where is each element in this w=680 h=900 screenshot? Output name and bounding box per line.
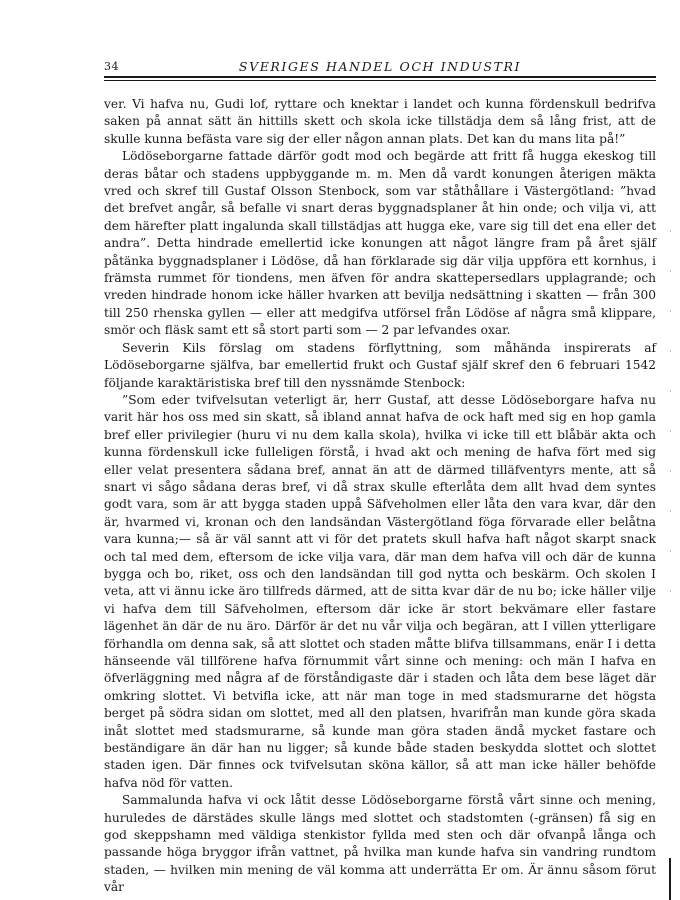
running-header xyxy=(104,58,656,78)
quoted-letter-paragraph: ”Som eder tvifvelsutan veterligt är, herr Gustaf, att desse Lödöseborgare hafva nu varit här hos oss med sin skatt, så ibland annat hafva de ock haft med sig en hop gamla bref eller privilegier (huru vi nu dem kalla skola), hvilka vi icke till ett blåbär akta och kunna fördenskull icke fulleligen förstå, i hvad akt och mening de hafva fört med sig eller velat presentera sådana bref, annat än att de därmed tilläfventyrs mente, att så snart vi sågo sådana deras bref, vi då strax skulle efterlåta dem allt hvad dem syntes godt vara, som är att bygga staden uppå Säfveholmen eller låta den vara kvar, där den är, hvarmed vi, kronan och den landsändan Västergötland föga förvarade eller belåtna vara kunna;— så är väl sannt att vi för det pratets skull hafva haft något skarpt snack och tal med dem, eftersom de icke vilja vara, där man dem hafva vill och där de kunna bygga och bo, riket, oss och den landsändan till god nytta och beskärm. Och skolen I veta, att vi ännu icke äro tillfreds därmed, att de sitta kvar där de nu bo; icke häller vilje vi hafva dem till Säfveholmen, eftersom där icke är stort bekvämare eller fastare lägenhet än där de nu äro. Därför är det nu vår vilja och begäran, att I villen ytterligare förhandla om denna sak, så att slottet och staden måtte blifva tillsammans, enär I i detta hänseende väl tillförene hafva förnummit vårt sinne och mening: och män I hafva en öfverläggning med några af de förståndigaste där i staden och låta dem bese läget där omkring slottet. Vi betvifla icke, att när man toge in med stadsmurarne det högsta berget på södra sidan om slottet, med all den platsen, hvarifrån man kunde göra skada inåt slottet med stadsmurarne, så kunde man göra staden ändå mycket fastare och beständigare än där han nu ligger; så kunde både staden beskydda slottet och slottet staden igen. Där finnes ock tvifvelsutan sköna källor, så att man icke häller behöfde hafva nöd för vatten. xyxy=(104,392,656,790)
scan-edge-rule xyxy=(669,858,671,900)
paragraph-continued: ver. Vi hafva nu, Gudi lof, ryttare och knektar i landet och kunna fördenskull bedrifva saken på annat sätt än hittills skett och skola icke tillstädja dem så lång frist, att de skulle kunna befästa vare sig der eller någon annan plats. Det kan du mans lita på!” xyxy=(104,97,656,146)
body-text xyxy=(104,96,656,897)
page xyxy=(104,58,656,897)
page-number: 34 xyxy=(104,60,119,73)
running-title: SVERIGES HANDEL OCH INDUSTRI xyxy=(238,59,522,74)
paragraph: Sammalunda hafva vi ock låtit desse Lödöseborgarne förstå vårt sinne och mening, huruledes de därstädes skulle längs med slottet och stadstomten (-gränsen) få sig en god skeppshamn med väldiga stenkistor fyllda med sten och där ofvanpå långa och passande höga bryggor ifrån vattnet, på hvilka man kunde hafva sin vandring rundtom staden, — hvilken min mening de väl komma att underrätta Er om. Är ännu såsom förut vår xyxy=(104,793,656,895)
scan-edge-marks xyxy=(670,230,671,610)
paragraph: Lödöseborgarne fattade därför godt mod och begärde att fritt få hugga ekeskog till deras båtar och stadens uppbyggande m. m. Men då vardt konungen återigen mäkta vred och skref till Gustaf Olsson Stenbock, som var ståthållare i Västergötland: ”hvad det brefvet angår, så befalle vi snart deras byggnadsplaner åt hin onde; och vilja vi, att dem härefter platt ingalunda skall tillstädjas att hugga eke, vare sig till det ena eller det andra”. Detta hindrade emellertid icke konungen att något längre fram på året själf påtänka byggnadsplaner i Lödöse, då han förklarade sig där vilja uppföra ett kornhus, i främsta rummet för tiondens, men äfven för andra skattepersedlars upplagrande; och vreden hindrade honom icke häller hvarken att bevilja nedsättning i skatten — från 300 till 250 rhenska gyllen — eller att medgifva utförsel från Lödöse af några små klippare, smör och fläsk samt ett så stort parti som — 2 par lefvandes oxar. xyxy=(104,149,656,338)
paragraph: Severin Kils förslag om stadens förflyttning, som måhända inspirerats af Lödöseborgarne själfva, bar emellertid frukt och Gustaf själf skref den 6 februari 1542 följande karaktäristiska bref till den nyssnämde Stenbock: xyxy=(104,340,656,390)
